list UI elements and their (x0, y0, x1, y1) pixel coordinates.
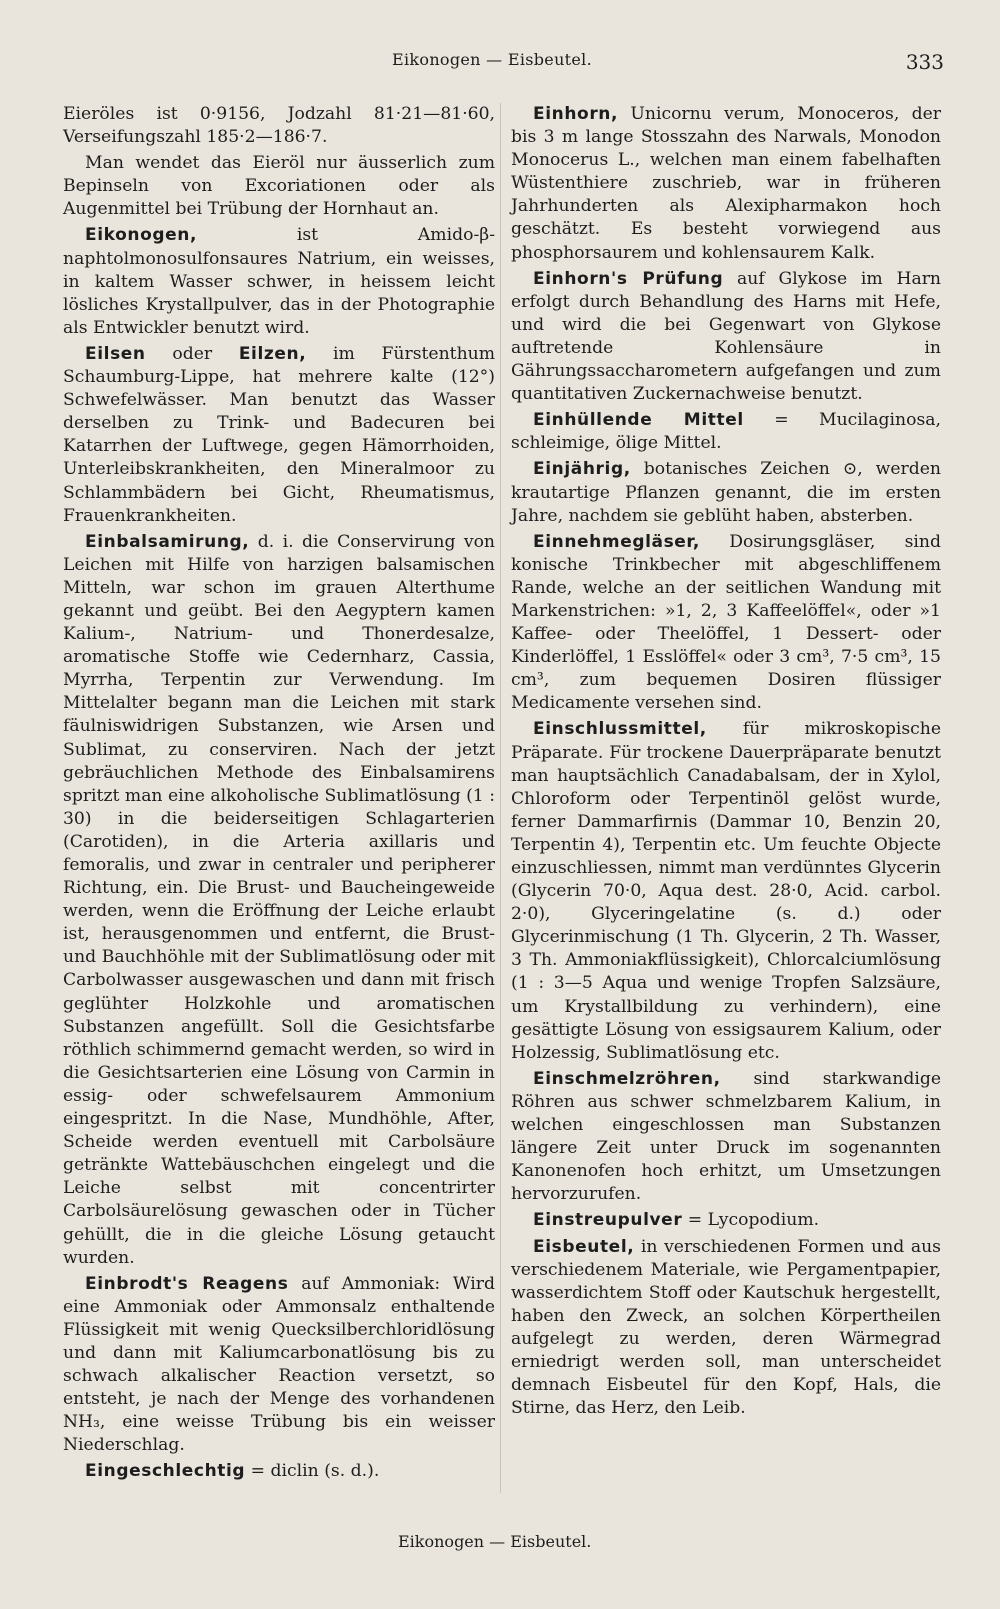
continuation-paragraph: Eieröles ist 0·9156, Jodzahl 81·21—81·60, Verseifungszahl 185·2—186·7. (63, 104, 495, 148)
running-header (0, 50, 1000, 74)
entry-einschlussmittel (511, 718, 941, 1064)
entry-text: d. i. die Conservirung von Leichen mit Hilfe von harzigen balsamischen Mitteln, war schon im grauen Alterthume gekannt und geübt. Bei den Aegyptern kamen Kalium-, Natrium- und Thonerdesalze, aromatische Stoffe wie Cedernharz, Cassia, Myrrha, Terpentin zur Verwendung. Im Mittelalter begann man die Leichen mit stark fäulniswidrigen Substanzen, wie Arsen und Sublimat, zu conserviren. Nach der jetzt gebräuchlichen Methode des Einbalsamirens spritzt man eine alkoholische Sublimatlösung (1 : 30) in die beiderseitigen Schlagarterien (Carotiden), in die Arteria axillaris und femoralis, und zwar in centraler und peripherer Richtung, ein. Die Brust- und Baucheingeweide werden, wenn die Eröffnung der Leiche erlaubt ist, herausgenommen und entfernt, die Brust- und Bauchhöhle mit der Sublimatlösung oder mit Carbolwasser ausgewaschen und dann mit frisch geglühter Holzkohle und aromatischen Substanzen angefüllt. Soll die Gesichtsfarbe röthlich schimmernd gemacht werden, so wird in die Gesichtsarterien eine Lösung von Carmin in essig- oder schwefelsaurem Ammonium eingespritzt. In die Nase, Mundhöhle, After, Scheide werden eventuell mit Carbolsäure getränkte Wattebäuschchen eingelegt und die Leiche selbst mit concentrirter Carbolsäurelösung gewaschen oder in Tücher gehüllt, die in die gleiche Lösung getaucht wurden. (63, 531, 495, 1268)
entry-einhorns-pruefung (511, 268, 941, 407)
entry-eingeschlechtig (63, 1460, 495, 1483)
entry-keyword-alt: Eilzen, (238, 343, 307, 364)
page-number: 333 (905, 50, 944, 74)
entry-eikonogen (63, 224, 495, 339)
entry-keyword: Einhorn's Prüfung (533, 268, 724, 289)
entry-keyword: Eikonogen, (85, 225, 198, 246)
entry-keyword: Eilsen (85, 343, 146, 364)
entry-text: sind starkwandige Röhren aus schwer schmelzbarem Kalium, in welchen eingeschlossen man Substanzen längere Zeit unter Druck im sogenannten Kanonenofen hoch erhitzt, um Umsetzungen hervorzurufen. (511, 1068, 941, 1205)
running-footer (0, 1532, 1000, 1554)
left-column (63, 103, 495, 1487)
entry-keyword: Einnehmegläser, (533, 531, 700, 552)
entry-text: auf Glykose im Harn erfolgt durch Behandlung des Harns mit Hefe, und wird die bei Gegenwart von Glykose auftretende Kohlensäure in Gährungssaccharometern aufgefangen und zum quantitativen Zuckernachweise benutzt. (511, 268, 941, 405)
entry-einbrodt-reagens (63, 1273, 495, 1458)
column-divider (500, 103, 501, 1493)
entry-eisbeutel (511, 1236, 941, 1421)
footer-title: Eikonogen — Eisbeutel. (398, 1532, 592, 1551)
entry-einschmelzroehren (511, 1068, 941, 1207)
entry-text: für mikroskopische Präparate. Für trockene Dauerpräparate benutzt man hauptsächlich Canadabalsam, der in Xylol, Chloroform oder Terpentinöl gelöst wurde, ferner Dammarfirnis (Dammar 10, Benzin 20, Terpentin 4), Terpentin etc. Um feuchte Objecte einzuschliessen, nimmt man verdünntes Glycerin (Glycerin 70·0, Aqua dest. 28·0, Acid. carbol. 2·0), Glyceringelatine (s. d.) oder Glycerinmischung (1 Th. Glycerin, 2 Th. Wasser, 3 Th. Ammoniakflüssigkeit), Chlorcalciumlösung (1 : 3—5 Aqua und wenige Tropfen Salzsäure, um Krystallbildung zu verhindern), eine gesättigte Lösung von essigsaurem Kalium, oder Holzessig, Sublimatlösung etc. (511, 719, 942, 1063)
entry-keyword: Eingeschlechtig (85, 1461, 246, 1482)
entry-text: Unicornu verum, Monoceros, der bis 3 m lange Stosszahn des Narwals, Monodon Monocerus L., welchen man einem fabelhaften Wüstenthiere zuschrieb, war in früheren Jahrhunderten als Alexipharmakon hoch geschätzt. Es besteht vorwiegend aus phosphorsaurem und kohlensaurem Kalk. (511, 104, 941, 263)
entry-text: = diclin (s. d.). (250, 1461, 380, 1482)
entry-eilsen (63, 343, 495, 528)
right-column (511, 103, 941, 1423)
entry-einstreupulver (511, 1209, 941, 1232)
header-title: Eikonogen — Eisbeutel. (392, 50, 592, 69)
entry-keyword: Einjährig, (533, 459, 631, 480)
entry-keyword: Einschmelzröhren, (533, 1068, 721, 1089)
entry-text: = Mucilaginosa, schleimige, ölige Mittel. (511, 410, 941, 454)
entry-keyword: Einstreupulver (533, 1210, 683, 1231)
entry-text: botanisches Zeichen ⊙, werden krautartige Pflanzen genannt, die im ersten Jahre, nachdem sie geblüht haben, absterben. (511, 459, 941, 526)
entry-connector: oder (172, 343, 213, 364)
entry-einjaehrig (511, 458, 941, 527)
entry-einnehmeglaeser (511, 531, 941, 716)
entry-text: = Lycopodium. (687, 1210, 820, 1231)
entry-keyword: Einhüllende Mittel (533, 410, 744, 431)
usage-paragraph: Man wendet das Eieröl nur äusserlich zum Bepinseln von Excoriationen oder als Augenmittel bei Trübung der Hornhaut an. (63, 153, 495, 220)
entry-keyword: Einschlussmittel, (533, 719, 707, 740)
entry-text: Dosirungsgläser, sind konische Trinkbecher mit abgeschliffenem Rande, welche an der seitlichen Wandung mit Markenstrichen: »1, 2, 3 Kaffeelöffel«, oder »1 Kaffee- oder Theelöffel, 1 Dessert- oder Kinderlöffel, 1 Esslöffel« oder 3 cm³, 7·5 cm³, 15 cm³, zum bequemen Dosiren flüssiger Medicamente versehen sind. (511, 531, 941, 714)
entry-einhorn (511, 103, 941, 265)
entry-einhuellende-mittel (511, 409, 941, 455)
entry-einbalsamirung (63, 531, 495, 1270)
entry-keyword: Eisbeutel, (533, 1236, 635, 1257)
entry-text: auf Ammoniak: Wird eine Ammoniak oder Ammonsalz enthaltende Flüssigkeit mit wenig Quecksilberchloridlösung und dann mit Kaliumcarbonatlösung bis zu schwach alkalischer Reaction versetzt, so entsteht, je nach der Menge des vorhandenen NH₃, eine weisse Trübung bis ein weisser Niederschlag. (63, 1273, 496, 1456)
entry-text: in verschiedenen Formen und aus verschiedenem Materiale, wie Pergamentpapier, wasserdichtem Stoff oder Kautschuk hergestellt, haben den Zweck, an solchen Körpertheilen aufgelegt zu werden, deren Wärmegrad erniedrigt werden soll, man unterscheidet demnach Eisbeutel für den Kopf, Hals, die Stirne, das Herz, den Leib. (511, 1236, 941, 1419)
entry-text: im Fürstenthum Schaumburg-Lippe, hat mehrere kalte (12°) Schwefelwässer. Man benutzt das Wasser derselben zu Trink- und Badecuren bei Katarrhen der Luftwege, gegen Hämorrhoiden, Unterleibskrankheiten, den Mineralmoor zu Schlammbädern bei Gicht, Rheumatismus, Frauenkrankheiten. (63, 343, 496, 526)
entry-text: ist Amido-β-naphtolmonosulfonsaures Natrium, ein weisses, in kaltem Wasser schwer, in heissem leicht lösliches Krystallpulver, das in der Photographie als Entwickler benutzt wird. (63, 225, 495, 338)
entry-keyword: Einbalsamirung, (85, 531, 250, 552)
entry-keyword: Einbrodt's Reagens (85, 1273, 289, 1294)
entry-keyword: Einhorn, (533, 104, 619, 124)
